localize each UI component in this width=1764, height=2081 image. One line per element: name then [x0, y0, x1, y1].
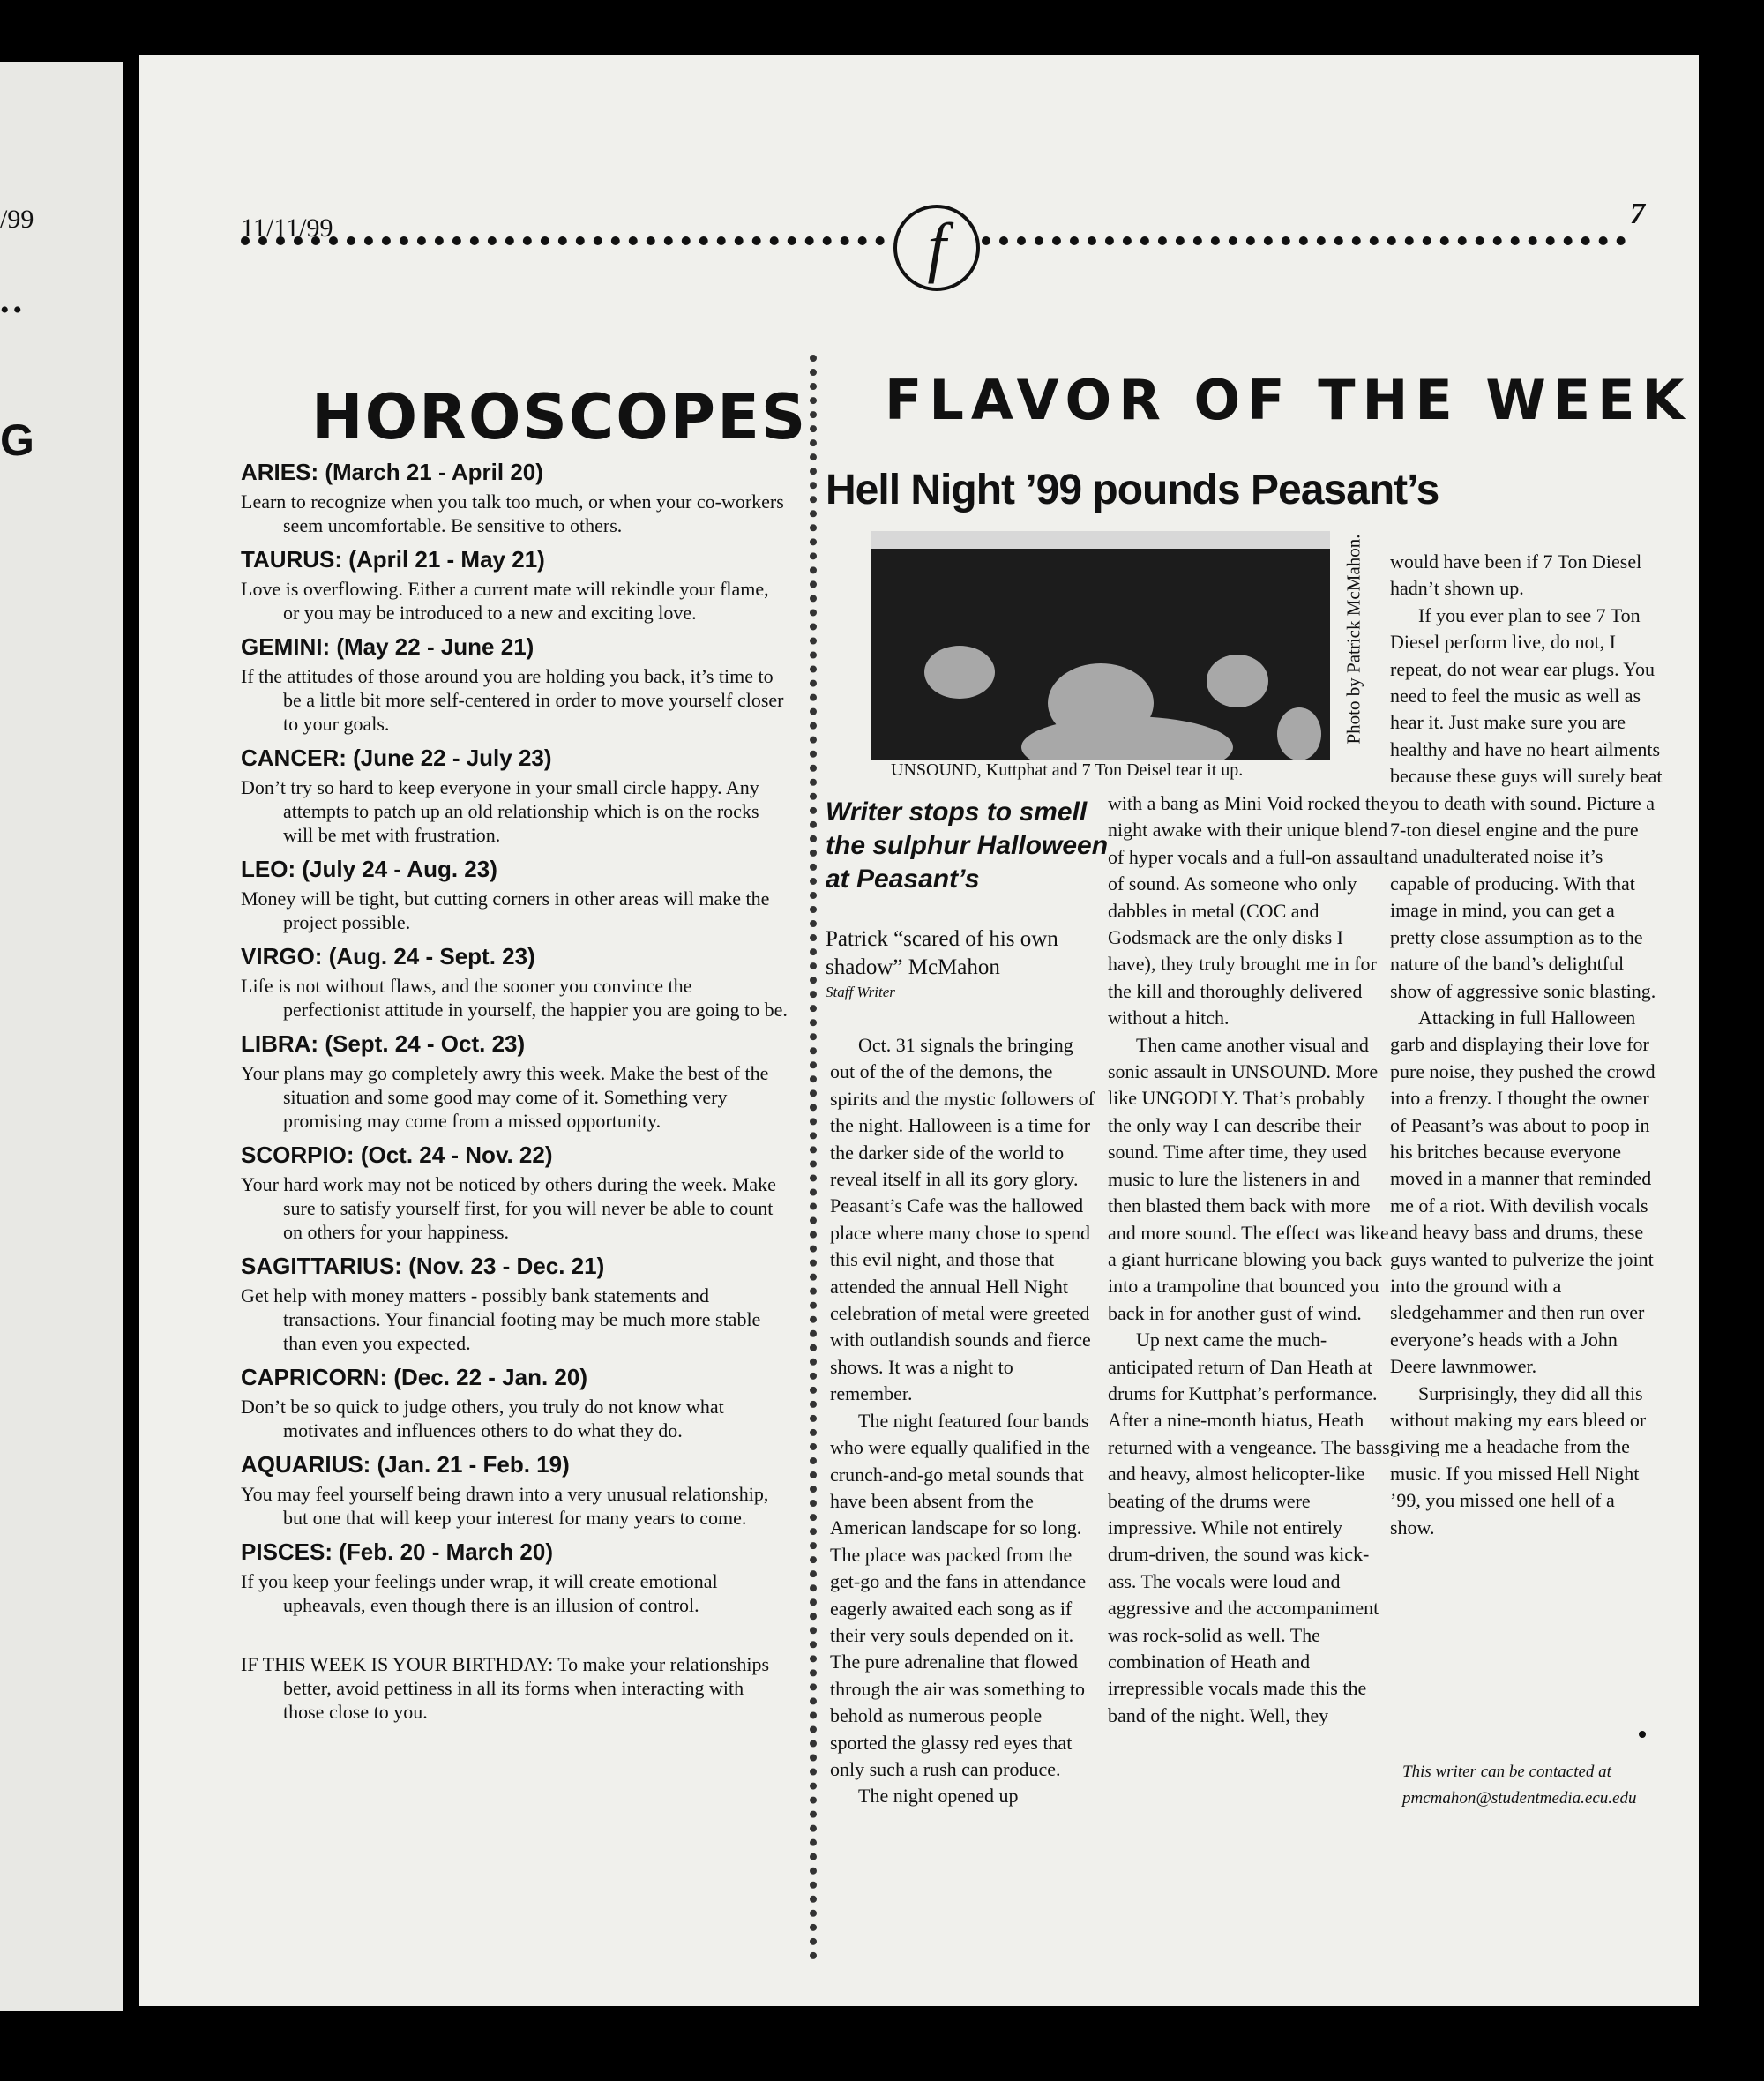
sign-heading	[241, 745, 788, 772]
sign-heading	[241, 1253, 788, 1280]
article-paragraph: Up next came the much-anticipated return of Dan Heath at drums for Kuttphat’s performance. After a nine-month hiatus, Heath returned with a vengeance. The bass and heavy, almost helicopter-like beating of the drums were impressive. While not entirely drum-driven, the sound was kick-ass. The vocals were loud and aggressive and the accompaniment was rock-solid as well. The combination of Heath and irrepressible vocals made this the band of the night. Well, they	[1108, 1329, 1390, 1726]
horoscope-entry	[241, 745, 788, 847]
sign-name: SAGITTARIUS:	[241, 1253, 402, 1279]
header-dotted-rule-left	[241, 236, 885, 245]
article-paragraph: Oct. 31 signals the bringing out of the of the demons, the spirits and the mystic followers of the night. Halloween is a time for the darker side of the world to reveal itself in all its gory glory. Peasant’s Cafe was the hallowed place where many chose to spend this evil night, and those that attended the annual Hell Night celebration of metal were greeted with outlandish sounds and fierce shows. It was a night to remember.	[830, 1034, 1095, 1405]
horoscope-entry	[241, 459, 788, 537]
sign-heading	[241, 1030, 788, 1058]
horoscope-entry	[241, 546, 788, 625]
horoscopes-title: HOROSCOPES	[311, 381, 808, 453]
sign-dates: (May 22 - June 21)	[336, 633, 534, 660]
article-paragraph: The night featured four bands who were equally qualified in the crunch-and-go metal sounds that have been absent from the American landscape for so long. The place was packed from the get-go and the fans in attendance eagerly awaited each song as if their very souls depended on it. The pure adrenaline that flowed through the air was something to behold as numerous people sported the glassy red eyes that only such a rush can produce.	[830, 1409, 1091, 1780]
flavor-of-the-week-title: FLAVOR OF THE WEEK	[885, 368, 1692, 432]
header-dotted-rule-right	[982, 236, 1626, 245]
sign-heading	[241, 1142, 788, 1169]
sign-name: LIBRA:	[241, 1030, 319, 1057]
sign-dates: (July 24 - Aug. 23)	[302, 856, 497, 882]
previous-page-letter: G	[0, 415, 34, 465]
article-paragraph: Surprisingly, they did all this without making my ears bleed or giving me a headache from the music. If you missed Hell Night ’99, you missed one hell of a show.	[1390, 1381, 1647, 1538]
horoscope-entry	[241, 856, 788, 934]
previous-page-date: /99	[0, 205, 34, 234]
horoscope-entry	[241, 1253, 788, 1355]
sign-text: Don’t try so hard to keep everyone in your small circle happy. Any attempts to patch up an old relationship which is on the rocks will be met with frustration.	[241, 776, 759, 846]
sign-text: Love is overflowing. Either a current mate will rekindle your flame, or you may be introduced to a new and exciting love.	[241, 578, 769, 624]
sign-name: TAURUS:	[241, 546, 343, 573]
sign-heading	[241, 459, 788, 486]
horoscope-entry	[241, 1030, 788, 1133]
sign-text: Learn to recognize when you talk too much, or when your co-workers seem uncomfortable. Be sensitive to others.	[241, 490, 784, 536]
sign-name: GEMINI:	[241, 633, 331, 660]
article-paragraph: Attacking in full Halloween garb and displaying their love for pure noise, they pushed the crowd into a frenzy. I thought the owner of Peasant’s was about to poop in his britches because everyone moved in a manner that reminded me of a riot. With devilish vocals and heavy bass and drums, these guys wanted to pulverize the joint into the ground with a sledgehammer and then run over everyone’s heads with a John Deere lawnmower.	[1390, 1006, 1656, 1378]
sign-heading	[241, 1538, 788, 1566]
photo-caption: UNSOUND, Kuttphat and 7 Ton Deisel tear it up.	[891, 760, 1244, 780]
sign-name: CANCER:	[241, 745, 347, 771]
horoscope-entry	[241, 1364, 788, 1442]
sign-heading	[241, 943, 788, 970]
horoscope-entry	[241, 633, 788, 736]
sign-dates: (April 21 - May 21)	[348, 546, 545, 573]
sign-name: LEO:	[241, 856, 296, 882]
newspaper-page	[139, 55, 1699, 2006]
birthday-note: IF THIS WEEK IS YOUR BIRTHDAY: To make your relationships better, avoid pettiness in all its forms when interacting with those close to you.	[241, 1653, 770, 1723]
sign-text: Your hard work may not be noticed by others during the week. Make sure to satisfy yourself first, for you will never be able to count on others for your happiness.	[241, 1173, 776, 1243]
column-dotted-rule	[810, 355, 817, 1960]
sign-text: You may feel yourself being drawn into a very unusual relationship, but one that will keep your interest for many years to come.	[241, 1483, 769, 1529]
previous-page-dots: ••	[0, 296, 26, 325]
flavor-logo: f	[893, 205, 980, 291]
photo-credit	[1332, 534, 1371, 760]
article-paragraph: Then came another visual and sonic assault in UNSOUND. More like UNGODLY. That’s probably the only way I can describe their sound. Time after time, they used music to lure the listeners in and then blasted them back with more and more sound. The effect was like a giant hurricane blowing you back into a trampoline that bounced you back in for another gust of wind.	[1108, 1033, 1389, 1324]
sign-heading	[241, 1451, 788, 1478]
sign-name: CAPRICORN:	[241, 1364, 388, 1390]
writer-contact: This writer can be contacted at pmcmahon@studentmedia.ecu.edu	[1402, 1763, 1637, 1808]
previous-page-edge	[0, 62, 123, 2011]
sign-dates: (Feb. 20 - March 20)	[339, 1538, 553, 1565]
horoscope-list	[241, 459, 788, 1724]
sign-heading	[241, 1364, 788, 1391]
horoscope-entry	[241, 1538, 788, 1617]
sign-text: If you keep your feelings under wrap, it will create emotional upheavals, even though there is an illusion of control.	[241, 1570, 718, 1616]
sign-heading	[241, 633, 788, 661]
sign-name: VIRGO:	[241, 943, 323, 969]
sign-name: AQUARIUS:	[241, 1451, 371, 1478]
article-paragraph: with a bang as Mini Void rocked the night awake with their unique blend of hyper vocals and a full-on assault of sound. As someone who only dabbles in metal (COC and Godsmack are the only disks I have), they truly brought me in for the kill and thoroughly delivered without a hitch.	[1108, 792, 1389, 1029]
end-bullet	[1639, 1731, 1646, 1738]
article-column-1	[830, 1032, 1095, 1810]
photo-credit-text: Photo by Patrick McMahon.	[1342, 534, 1364, 745]
sign-text: Life is not without flaws, and the sooner you convince the perfectionist attitude in yourself, the happier you are going to be.	[241, 975, 788, 1021]
sign-dates: (Jan. 21 - Feb. 19)	[377, 1451, 570, 1478]
sign-dates: (Sept. 24 - Oct. 23)	[325, 1030, 526, 1057]
sign-text: If the attitudes of those around you are holding you back, it’s time to be a little bit more self-centered in order to move yourself closer to your goals.	[241, 665, 784, 735]
horoscope-entry	[241, 1142, 788, 1244]
staff-title: Staff Writer	[826, 984, 895, 1000]
sign-text: Get help with money matters - possibly bank statements and transactions. Your financial footing may be much more stable than even you expected.	[241, 1284, 761, 1354]
concert-photo	[871, 531, 1330, 760]
sign-text: Don’t be so quick to judge others, you truly do not know what motivates and influences others to do what they do.	[241, 1396, 724, 1441]
horoscope-entry	[241, 943, 788, 1022]
sign-heading	[241, 546, 788, 573]
page-number: 7	[1630, 198, 1645, 230]
sign-dates: (Nov. 23 - Dec. 21)	[408, 1253, 605, 1279]
issue-date: 11/11/99	[241, 213, 333, 243]
sign-name: ARIES:	[241, 459, 319, 485]
sign-dates: (Aug. 24 - Sept. 23)	[328, 943, 535, 969]
article-subhead: Writer stops to smell the sulphur Halloween at Peasant’s	[826, 797, 1109, 894]
sign-dates: (Oct. 24 - Nov. 22)	[360, 1142, 553, 1168]
sign-dates: (June 22 - July 23)	[353, 745, 552, 771]
sign-dates: (Dec. 22 - Jan. 20)	[393, 1364, 587, 1390]
sign-heading	[241, 856, 788, 883]
article-column-3	[1390, 549, 1663, 1541]
sign-name: PISCES:	[241, 1538, 333, 1565]
article-paragraph: The night opened up	[858, 1785, 1019, 1808]
article-paragraph: would have been if 7 Ton Diesel hadn’t shown up.	[1390, 550, 1642, 600]
article-column-2	[1108, 790, 1390, 1729]
article-byline: Patrick “scared of his own shadow” McMahon	[826, 927, 1058, 979]
sign-dates: (March 21 - April 20)	[325, 459, 543, 485]
article-headline: Hell Night ’99 pounds Peasant’s	[826, 467, 1439, 513]
sign-text: Money will be tight, but cutting corners in other areas will make the project possible.	[241, 887, 770, 933]
horoscope-entry	[241, 1451, 788, 1530]
sign-text: Your plans may go completely awry this week. Make the best of the situation and some good may come of it. Something very promising may come from a missed opportunity.	[241, 1062, 769, 1132]
sign-name: SCORPIO:	[241, 1142, 355, 1168]
article-paragraph: If you ever plan to see 7 Ton Diesel perform live, do not, I repeat, do not wear ear plugs. You need to feel the music as well as hear it. Just make sure you are healthy and have no heart ailments because these guys will surely beat you to death with sound. Picture a 7-ton diesel engine and the pure and unadulterated noise it’s capable of producing. With that image in mind, you can get a pretty close assumption as to the nature of the band’s delightful show of aggressive sonic blasting.	[1390, 603, 1663, 1002]
